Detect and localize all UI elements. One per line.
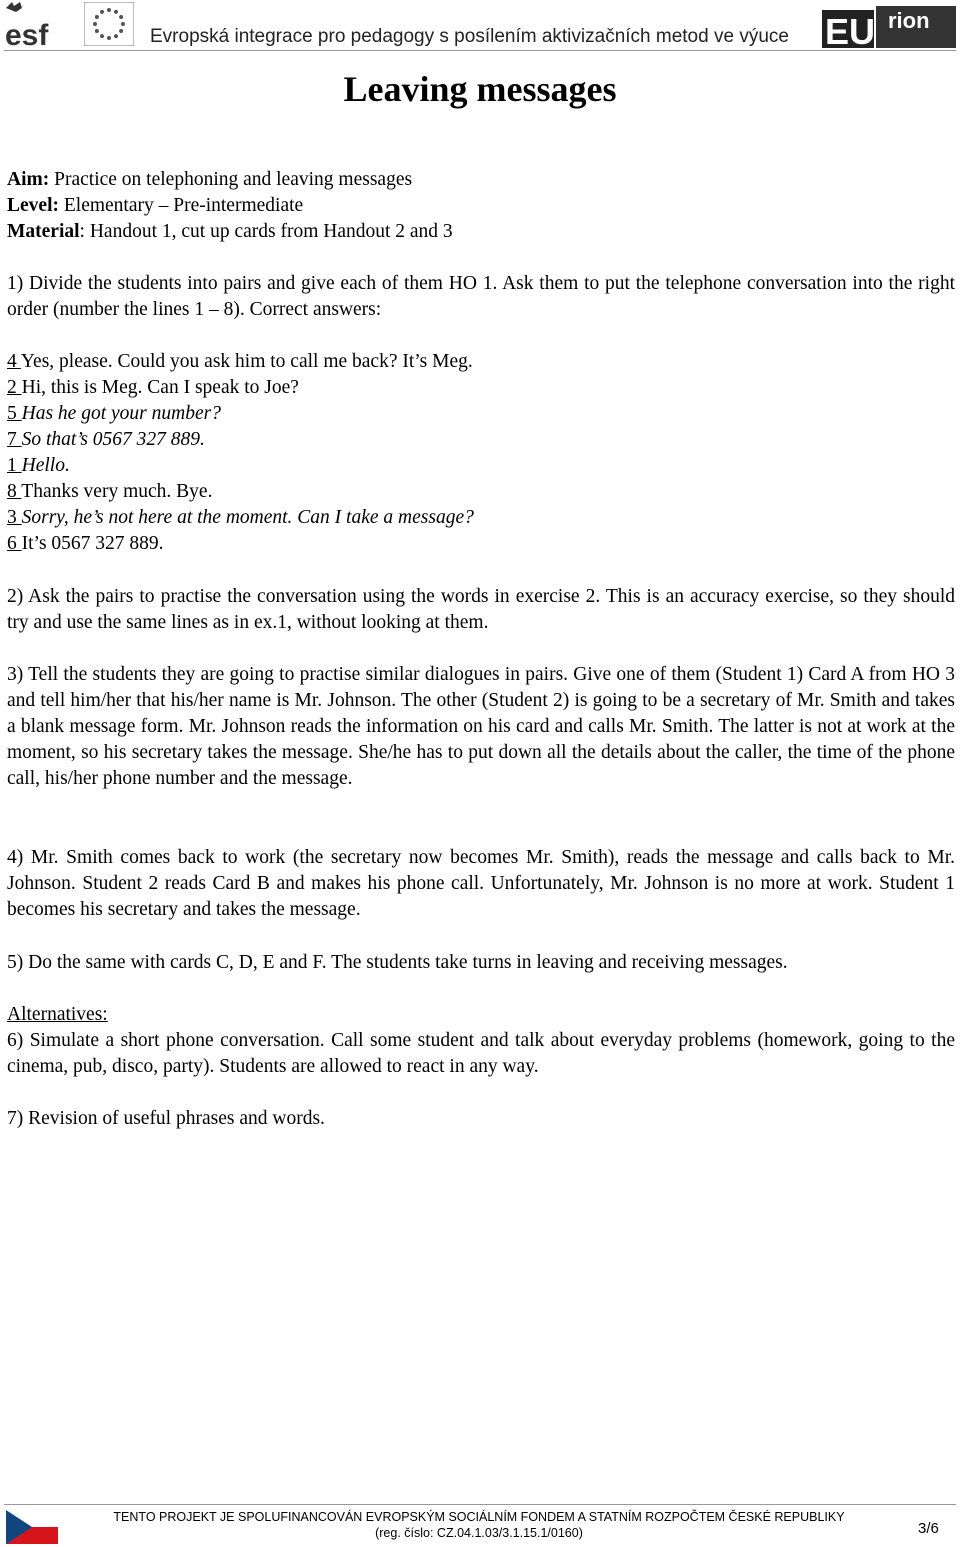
- eu-star: [107, 8, 111, 12]
- eu-star: [95, 29, 99, 33]
- answer-number: 8: [7, 481, 22, 502]
- step-6: 6) Simulate a short phone conversation. Call some student and talk about everyday problems (homework, going to the cinema, pub, disco, party). Students are allowed to react in any way.: [7, 1030, 955, 1077]
- answer-number: 1: [7, 455, 22, 476]
- answer-item: [7, 375, 955, 401]
- footer-funding: TENTO PROJEKT JE SPOLUFINANCOVÁN EVROPSKÝM SOCIÁLNÍM FONDEM A STATNÍM ROZPOČTEM ČESKÉ REPUBLIKY: [113, 1510, 845, 1524]
- footer-divider: [4, 1504, 956, 1505]
- eu-star: [100, 10, 104, 14]
- aim-line: [7, 167, 955, 193]
- answer-text: So that’s 0567 327 889.: [21, 429, 205, 450]
- material-label: Material: [7, 221, 80, 242]
- eu-star: [95, 15, 99, 19]
- eu-star: [119, 15, 123, 19]
- answer-item: [7, 531, 955, 557]
- eu-star: [107, 36, 111, 40]
- page-header: [0, 0, 960, 52]
- esf-logo: [4, 2, 62, 48]
- answer-text: Has he got your number?: [21, 403, 221, 424]
- step-2: 2) Ask the pairs to practise the conversation using the words in exercise 2. This is an accuracy exercise, so they should try and use the same lines as in ex.1, without looking at them.: [7, 586, 955, 633]
- eu-flag-icon: [84, 2, 134, 46]
- answer-text: Hi, this is Meg. Can I speak to Joe?: [21, 377, 299, 398]
- answer-text: Thanks very much. Bye.: [21, 481, 213, 502]
- step-4: 4) Mr. Smith comes back to work (the secretary now becomes Mr. Smith), reads the message and calls back to Mr. Johnson. Student 2 reads Card B and makes his phone call. Unfortunately, Mr. Johnson is no more at work. Student 1 becomes his secretary and takes the message.: [7, 847, 955, 920]
- answer-number: 3: [7, 507, 22, 528]
- answer-number: 6: [7, 533, 22, 554]
- czech-flag-icon: [6, 1510, 58, 1544]
- answer-text: Hello.: [21, 455, 70, 476]
- answer-item: [7, 505, 955, 531]
- lesson-meta: [7, 167, 955, 245]
- answer-text: Sorry, he’s not here at the moment. Can I take a message?: [21, 507, 474, 528]
- eu-star: [114, 10, 118, 14]
- page-title: Leaving messages: [343, 69, 617, 109]
- aim-label: Aim:: [7, 169, 50, 190]
- level-value: Elementary – Pre-intermediate: [58, 195, 304, 216]
- answer-number: 4: [7, 351, 21, 372]
- material-value: : Handout 1, cut up cards from Handout 2 and 3: [79, 221, 453, 242]
- page-number: 3/6: [918, 1520, 939, 1537]
- answer-number: 5: [7, 403, 22, 424]
- alternatives: [7, 1002, 955, 1080]
- material-line: [7, 219, 955, 245]
- answer-item: [7, 427, 955, 453]
- aim-value: Practice on telephoning and leaving messages: [49, 169, 413, 190]
- answer-text: It’s 0567 327 889.: [21, 533, 164, 554]
- footer-text: [60, 1509, 898, 1541]
- answer-text: Yes, please. Could you ask him to call me back? It’s Meg.: [20, 351, 473, 372]
- header-divider: [4, 50, 956, 51]
- level-line: [7, 193, 955, 219]
- answer-number: 7: [7, 429, 22, 450]
- step-1: 1) Divide the students into pairs and give each of them HO 1. Ask them to put the telephone conversation into the right order (number the lines 1 – 8). Correct answers:: [7, 273, 955, 320]
- eu-star: [93, 22, 97, 26]
- eurion-logo-text: rion: [888, 8, 930, 33]
- footer-registration: (reg. číslo: CZ.04.1.03/3.1.15.1/0160): [375, 1526, 583, 1540]
- eu-star: [119, 29, 123, 33]
- eurion-logo: [822, 2, 956, 50]
- answer-item: [7, 479, 955, 505]
- answer-item: [7, 349, 955, 375]
- step-5: 5) Do the same with cards C, D, E and F. The students take turns in leaving and receiving messages.: [7, 952, 788, 973]
- eu-star: [114, 34, 118, 38]
- answer-list: [7, 349, 955, 557]
- answer-item: [7, 453, 955, 479]
- answer-number: 2: [7, 377, 22, 398]
- alternatives-heading: Alternatives:: [7, 1004, 108, 1025]
- header-title: Evropská integrace pro pedagogy s posílením aktivizačních metod ve výuce: [150, 26, 789, 47]
- eu-star: [100, 34, 104, 38]
- step-3: 3) Tell the students they are going to practise similar dialogues in pairs. Give one of them (Student 1) Card A from HO 3 and tell him/her that his/her name is Mr. Johnson. The other (Student 2) is going to be a secretary of Mr. Smith and takes a blank message form. Mr. Johnson reads the information on his card and calls Mr. Smith. The latter is not at work at the moment, so his secretary takes the message. She/he has to put down all the details about the caller, the time of the phone call, his/her phone number and the message.: [7, 664, 955, 789]
- eu-star: [121, 22, 125, 26]
- esf-logo-text: esf: [5, 19, 49, 48]
- step-7: 7) Revision of useful phrases and words.: [7, 1108, 325, 1129]
- level-label: Level:: [7, 195, 59, 216]
- answer-item: [7, 401, 955, 427]
- svg-text:EU: EU: [825, 11, 876, 50]
